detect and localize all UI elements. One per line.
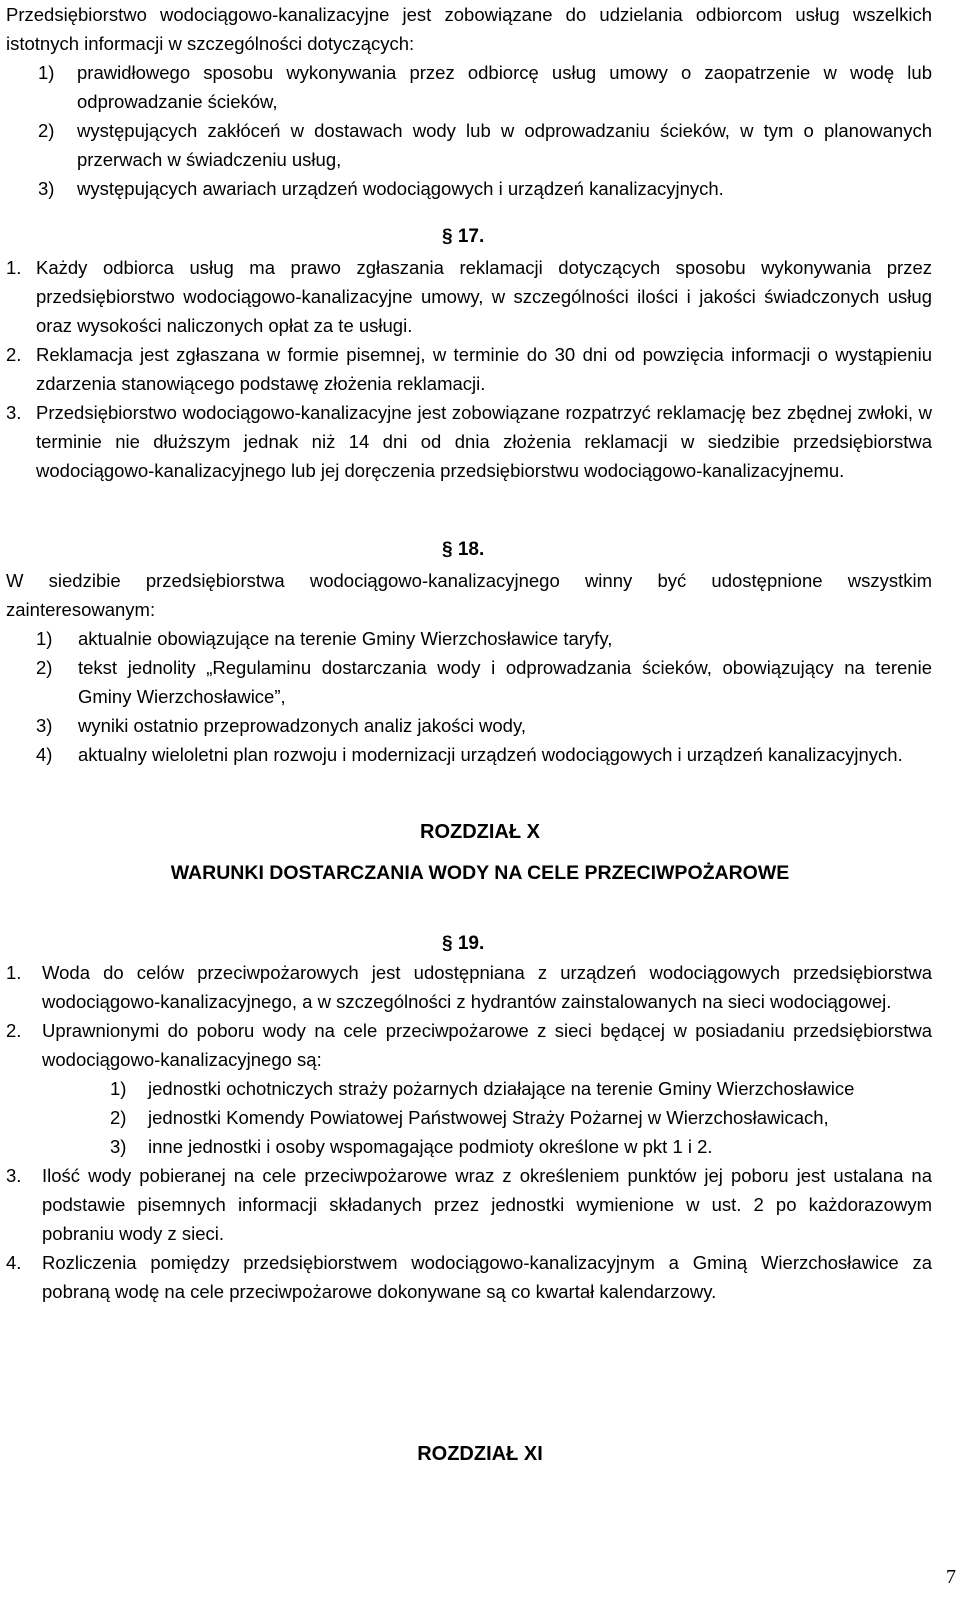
item-number: 3) (38, 178, 55, 199)
section-19-body (6, 958, 932, 1306)
section-heading-19 (442, 929, 484, 958)
item-text: prawidłowego sposobu wykonywania przez odbiorcę usług umowy o zaopatrzenie w wodę lub odprowadzanie ścieków, (77, 62, 932, 112)
section-heading-17 (442, 222, 484, 251)
list-item (6, 653, 932, 711)
item-text: inne jednostki i osoby wspomagające podmioty określone w pkt 1 i 2. (148, 1136, 713, 1157)
item-text: aktualny wieloletni plan rozwoju i modernizacji urządzeń wodociągowych i urządzeń kanalizacyjnych. (78, 744, 903, 765)
chapter-title: ROZDZIAŁ X (420, 821, 540, 843)
section-number: 17. (457, 226, 485, 247)
item-number: 2) (110, 1107, 127, 1128)
section-sign: § (442, 539, 453, 560)
item-number: 3) (110, 1136, 127, 1157)
item-text: Przedsiębiorstwo wodociągowo-kanalizacyjne jest zobowiązane rozpatrzyć reklamację bez zbędnej zwłoki, w terminie nie dłuższym jednak niż 14 dni od dnia złożenia reklamacji w siedzibie przedsiębiorstwa wodociągowo-kanalizacyjnego lub jej doręczenia przedsiębiorstwu wodociągowo-kanalizacyjnemu. (36, 402, 932, 481)
item-text: jednostki ochotniczych straży pożarnych działające na terenie Gminy Wierzchosławice (148, 1078, 855, 1099)
item-text: Każdy odbiorca usług ma prawo zgłaszania reklamacji dotyczących sposobu wykonywania przez przedsiębiorstwo wodociągowo-kanalizacyjne umowy, w szczególności ilości i jakości świadczonych usług oraz wysokości naliczonych opłat za te usługi. (36, 257, 932, 336)
section-sign: § (442, 933, 453, 954)
item-number: 1. (6, 962, 22, 983)
item-text: występujących awariach urządzeń wodociągowych i urządzeń kanalizacyjnych. (77, 178, 724, 199)
section-heading-18 (442, 535, 484, 564)
item-number: 4) (36, 744, 53, 765)
sub-list-item (6, 1074, 932, 1103)
item-number: 2) (36, 657, 53, 678)
item-text: aktualnie obowiązujące na terenie Gminy Wierzchosławice taryfy, (78, 628, 613, 649)
item-number: 3. (6, 402, 22, 423)
item-number: 4. (6, 1252, 22, 1273)
section-number: 18. (457, 539, 485, 560)
list-item (6, 1161, 932, 1248)
item-text: Woda do celów przeciwpożarowych jest udostępniana z urządzeń wodociągowych przedsiębiorstwa wodociągowo-kanalizacyjnego, a w szczególności z hydrantów zainstalowanych na sieci wodociągowej. (42, 962, 932, 1012)
list-item (6, 740, 932, 769)
item-text: Rozliczenia pomiędzy przedsiębiorstwem wodociągowo-kanalizacyjnym a Gminą Wierzchosławice za pobraną wodę na cele przeciwpożarowe dokonywane są co kwartał kalendarzowy. (42, 1252, 932, 1302)
section-number: 19. (457, 933, 485, 954)
list-item (6, 1248, 932, 1306)
item-text: występujących zakłóceń w dostawach wody lub w odprowadzaniu ścieków, w tym o planowanych przerwach w świadczeniu usług, (77, 120, 932, 170)
list-item (6, 624, 932, 653)
item-number: 1) (38, 62, 55, 83)
item-number: 1. (6, 257, 22, 278)
intro-block (6, 0, 932, 203)
item-number: 2. (6, 1020, 22, 1041)
list-item (6, 958, 932, 1016)
section-18-body (6, 566, 932, 769)
item-number: 3. (6, 1165, 22, 1186)
list-item (6, 1016, 932, 1074)
list-item (6, 116, 932, 174)
page-number: 7 (946, 1566, 956, 1588)
item-text: Ilość wody pobieranej na cele przeciwpożarowe wraz z określeniem punktów jej poboru jest ustalana na podstawie pisemnych informacji składanych przez jednostki wymienione w ust. 2 po każdorazowym pobraniu wody z sieci. (42, 1165, 932, 1244)
item-text: jednostki Komendy Powiatowej Państwowej Straży Pożarnej w Wierzchosławicach, (148, 1107, 829, 1128)
chapter-title: ROZDZIAŁ XI (417, 1443, 543, 1465)
intro-lead: Przedsiębiorstwo wodociągowo-kanalizacyjne jest zobowiązane do udzielania odbiorcom usług wszelkich istotnych informacji w szczególności dotyczących: (6, 4, 932, 54)
item-text: Uprawnionymi do poboru wody na cele przeciwpożarowe z sieci będącej w posiadaniu przedsiębiorstwa wodociągowo-kanalizacyjnego są: (42, 1020, 932, 1070)
item-number: 1) (36, 628, 53, 649)
item-text: tekst jednolity „Regulaminu dostarczania wody i odprowadzania ścieków, obowiązujący na terenie Gminy Wierzchosławice”, (78, 657, 932, 707)
item-text: Reklamacja jest zgłaszana w formie pisemnej, w terminie do 30 dni od powzięcia informacji o wystąpieniu zdarzenia stanowiącego podstawę złożenia reklamacji. (36, 344, 932, 394)
sub-list-item (6, 1132, 932, 1161)
item-number: 2. (6, 344, 22, 365)
chapter-subtitle: WARUNKI DOSTARCZANIA WODY NA CELE PRZECIWPOŻAROWE (170, 862, 790, 884)
section-18-lead: W siedzibie przedsiębiorstwa wodociągowo-kanalizacyjnego winny być udostępnione wszystkim zainteresowanym: (6, 570, 932, 620)
section-17-body (6, 253, 932, 485)
item-number: 3) (36, 715, 53, 736)
list-item (6, 58, 932, 116)
item-text: wyniki ostatnio przeprowadzonych analiz jakości wody, (78, 715, 526, 736)
list-item (6, 398, 932, 485)
list-item (6, 253, 932, 340)
list-item (6, 174, 932, 203)
item-number: 1) (110, 1078, 127, 1099)
list-item (6, 340, 932, 398)
sub-list-item (6, 1103, 932, 1132)
item-number: 2) (38, 120, 55, 141)
list-item (6, 711, 932, 740)
section-sign: § (442, 226, 453, 247)
